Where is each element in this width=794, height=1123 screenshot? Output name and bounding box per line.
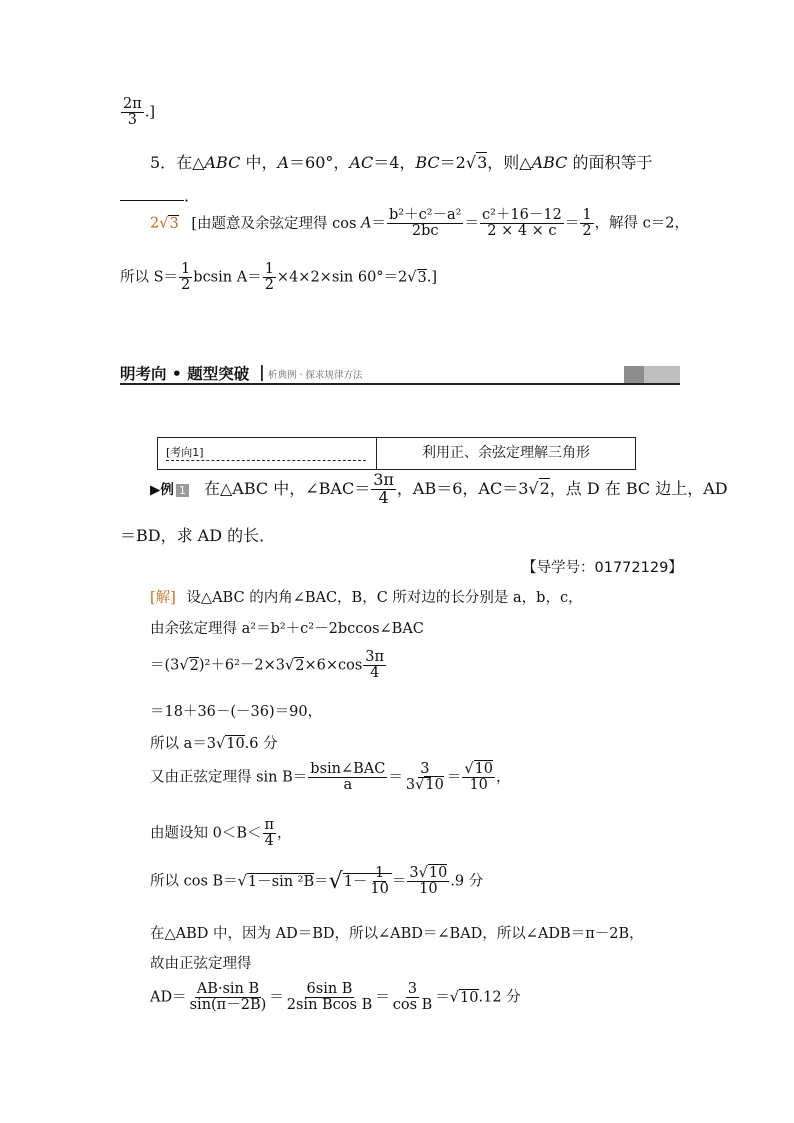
fraction-two-pi-over-three: $\frac{2\pi}{3}$ xyxy=(123,96,142,129)
fraction-three-root-ten-over-ten: $\frac{3√10}{10}$ xyxy=(409,865,448,898)
answer-value: 2√3 xyxy=(150,215,179,232)
fraction-cosine-law: $\frac{\text{b²＋c²－a²}}{2bc}$ xyxy=(388,207,462,240)
previous-answer-tail: $\frac{2\pi}{3}$ .] xyxy=(123,96,156,129)
solution-tag: [解] xyxy=(150,590,176,606)
fraction-substituted: $\frac{\text{c²＋16－12}}{2 \times 4 \times c}$ xyxy=(481,207,562,240)
fraction-ab-sin-b: $\frac{\text{AB·sin B}}{\sin(\pi-2B)}$ xyxy=(189,981,267,1014)
answer-5-line-2: 所以 S＝ $\frac{1}{2}$ bcsin A＝ $\frac{1}{2}$ ×4×2×sin 60°＝2√3.] xyxy=(120,261,438,294)
header-decoration-dark xyxy=(624,366,644,383)
section-divider: | xyxy=(259,362,265,381)
section-title: 明考向 • 题型突破 xyxy=(120,365,250,383)
question-5: 5．在△ABC 中，A＝60°，AC＝4，BC＝2√3，则△ABC 的面积等于 xyxy=(150,153,653,172)
fraction-half-2: $\frac{1}{2}$ xyxy=(264,261,274,294)
solution-line-3: ＝(3√2)²＋6²－2×3√2×6×cos $\frac{3\pi}{4}$ xyxy=(150,649,385,682)
fraction-three-over-cos-b: $\frac{3}{\text{cos B}}$ xyxy=(392,981,433,1014)
fraction-one-tenth: $\frac{1}{10}$ xyxy=(370,865,389,898)
solution-line-9: 在△ABD 中，因为 AD＝BD，所以∠ABD＝∠BAD，所以∠ADB＝π－2B， xyxy=(150,926,644,942)
solution-line-10: 故由正弦定理得 xyxy=(150,956,252,972)
section-subtitle: 析典例 · 探求规律方法 xyxy=(268,370,363,381)
fraction-three-pi-over-four: $\frac{3\pi}{4}$ xyxy=(373,470,394,507)
fraction-six-sin-b: $\frac{\text{6sin B}}{\text{2sin Bcos B}}$ xyxy=(286,981,373,1014)
answer-blank: ． xyxy=(120,183,200,206)
topic-label: [考向1] xyxy=(166,446,204,459)
solution-line-11: AD＝ $\frac{\text{AB·sin B}}{\sin(\pi-2B)}$ ＝ $\frac{\text{6sin B}}{\text{2sin Bcos B}}$ ＝ $\frac{3}{\text{cos B}}$ ＝√10.12 分 xyxy=(150,981,521,1014)
example-tag: ▶例 xyxy=(150,481,174,498)
solution-line-5: 所以 a＝3√10.6 分 xyxy=(150,736,278,752)
solution-line-4: ＝18＋36－(－36)＝90， xyxy=(150,704,323,720)
fraction-half: $\frac{1}{2}$ xyxy=(181,261,191,294)
section-header xyxy=(120,362,680,384)
guide-number: 【导学号：01772129】 xyxy=(522,560,683,576)
topic-box xyxy=(157,437,636,470)
fraction-three-pi-over-four-2: $\frac{3\pi}{4}$ xyxy=(365,649,385,682)
fraction-one-half: $\frac{1}{2}$ xyxy=(582,207,592,240)
example-number-badge: 1 xyxy=(176,484,189,497)
solution-line-1: [解] 设△ABC 的内角∠BAC，B，C 所对边的长分别是 a，b，c， xyxy=(150,590,583,606)
header-rule xyxy=(120,383,680,385)
solution-line-7: 由题设知 0＜B＜ $\frac{\pi}{4}$ ， xyxy=(150,817,292,850)
example-1-line-2: ＝BD，求 AD 的长． xyxy=(120,526,276,545)
fraction-pi-over-four: $\frac{\pi}{4}$ xyxy=(264,817,275,850)
answer-5-line-1: 2√3 [由题意及余弦定理得 cos A＝ $\frac{\text{b²＋c²－a²}}{2bc}$ ＝ $\frac{\text{c²＋16－12}}{2 \times 4 \times c}$ ＝ $\frac{1}{2}$ ，解得 c＝2， xyxy=(150,207,690,240)
fraction-sine-law: $\frac{\text{bsin∠BAC}}{a}$ xyxy=(310,761,386,794)
fraction-root-ten-over-ten: $\frac{√10}{10}$ xyxy=(464,761,494,794)
topic-title: 利用正、余弦定理解三角形 xyxy=(422,445,590,461)
solution-line-6: 又由正弦定理得 sin B＝ $\frac{\text{bsin∠BAC}}{a}$ ＝ $\frac{3}{3√10}$ ＝ $\frac{√10}{10}$ ， xyxy=(150,761,511,794)
solution-line-8: 所以 cos B＝√1－sin ²B＝√1－ $\frac{1}{10}$ ＝ $\frac{3√10}{10}$ .9 分 xyxy=(150,865,484,898)
solution-line-2: 由余弦定理得 a²＝b²＋c²－2bccos∠BAC xyxy=(150,621,424,637)
fraction-three-over-three-root-ten: $\frac{3}{3√10}$ xyxy=(405,761,444,794)
example-1-line-1: ▶例 1 在△ABC 中，∠BAC＝ $\frac{3\pi}{4}$ ，AB＝6，AC＝3√2，点 D 在 BC 边上，AD xyxy=(150,470,728,507)
